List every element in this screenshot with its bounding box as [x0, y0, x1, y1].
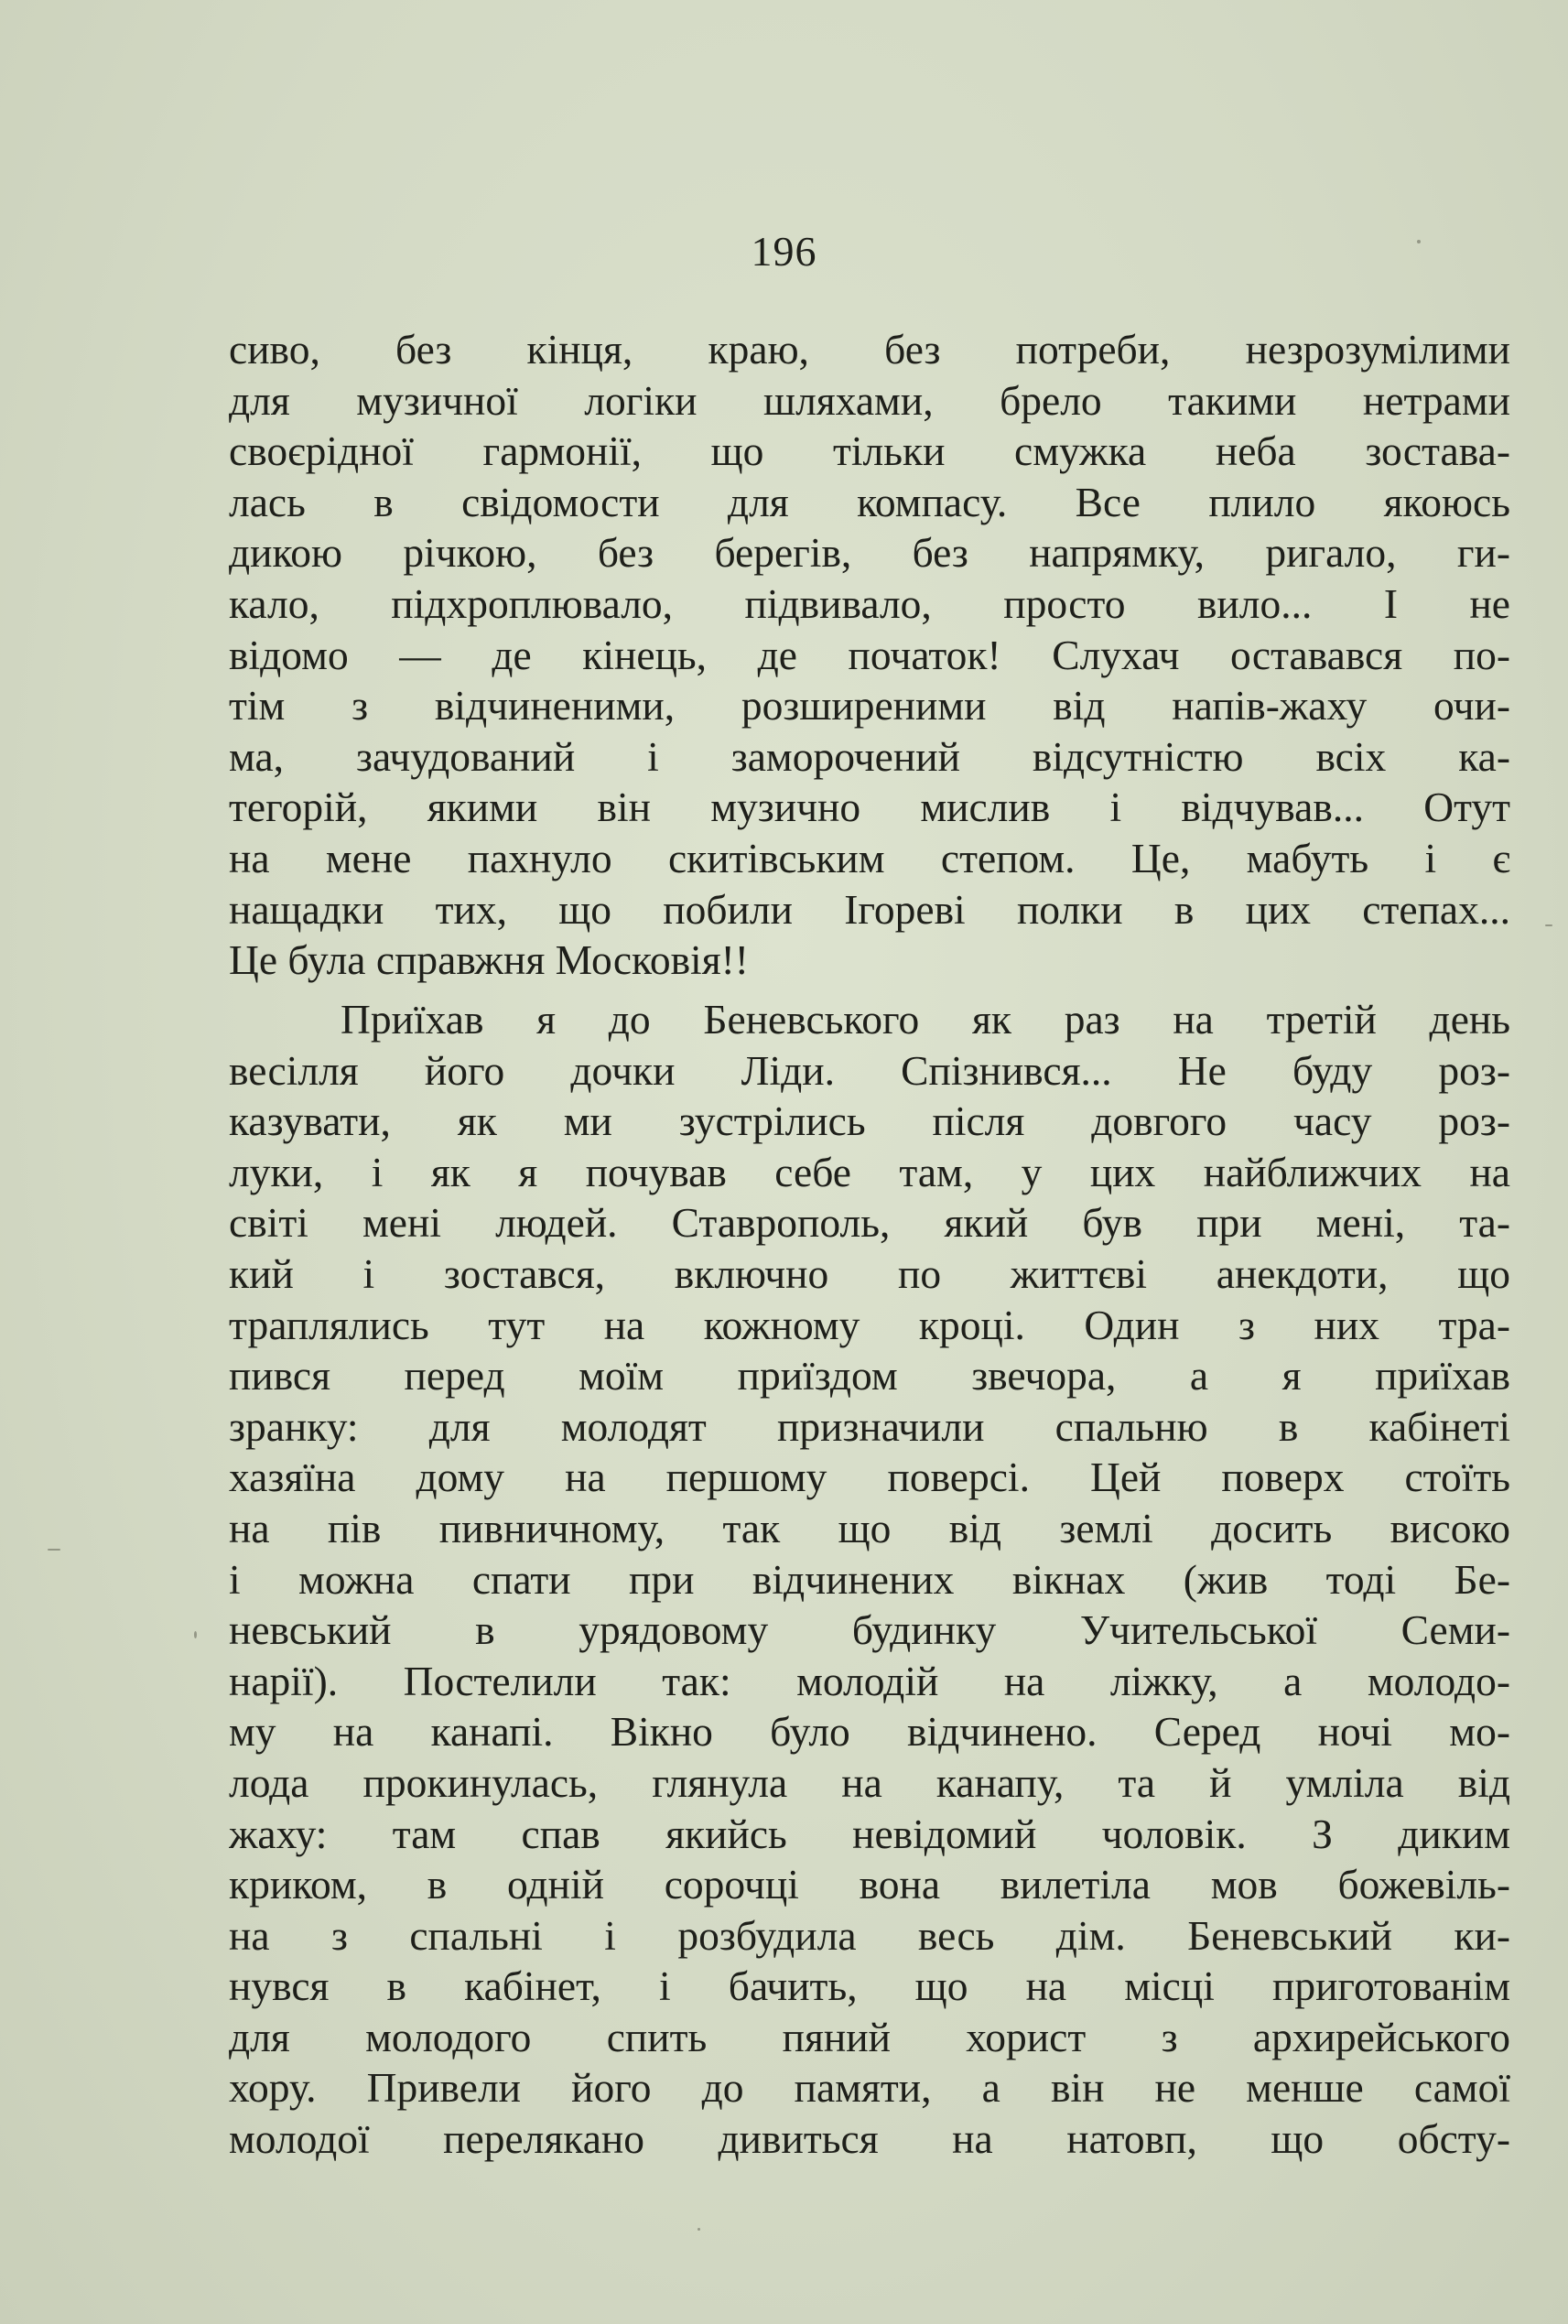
text-line: криком, в одній сорочці вона вилетіла мов божевіль- — [229, 1861, 1510, 1908]
text-line: зранку: для молодят призначили спальню в кабінеті — [229, 1402, 1510, 1450]
text-line: сиво, без кінця, краю, без потреби, незрозумілими — [229, 326, 1510, 373]
text-line: хазяїна дому на першому поверсі. Цей поверх стоїть — [229, 1454, 1510, 1501]
text-line: нувся в кабінет, і бачить, що на місці приготованім — [229, 1962, 1510, 2010]
text-line: дикою річкою, без берегів, без напрямку, ригало, ги- — [229, 529, 1510, 577]
text-line: казувати, як ми зустрілись після довгого часу роз- — [229, 1097, 1510, 1145]
paper-speck — [194, 1631, 197, 1638]
text-line: луки, і як я почував себе там, у цих найближчих на — [229, 1148, 1510, 1195]
text-line: відомо — де кінець, де початок! Слухач оставався по- — [229, 631, 1510, 678]
text-line: і можна спати при відчинених вікнах (жив тоді Бе- — [229, 1555, 1510, 1603]
text-line: весілля його дочки Ліди. Спізнився... Не буду роз- — [229, 1046, 1510, 1094]
text-line: на мене пахнуло скитівським степом. Це, мабуть і є — [229, 834, 1510, 881]
text-line: для молодого спить пяний хорист з архирейського — [229, 2013, 1510, 2060]
paragraph-2 — [229, 994, 1510, 2165]
text-line: пився перед моїм приїздом звечора, а я приїхав — [229, 1352, 1510, 1400]
text-line: траплялись тут на кожному кроці. Один з них тра- — [229, 1301, 1510, 1348]
paragraph-1 — [229, 324, 1510, 986]
text-line: молодої перелякано дивиться на натовп, що обсту- — [229, 2115, 1510, 2163]
text-line: своєрідної гармонії, що тільки смужка неба зостава- — [229, 427, 1510, 475]
text-line: для музичної логіки шляхами, брело такими нетрами — [229, 376, 1510, 424]
text-line: кало, підхроплювало, підвивало, просто вило... І не — [229, 579, 1510, 627]
text-line: жаху: там спав якийсь невідомий чоловік. З диким — [229, 1810, 1510, 1857]
text-line: хору. Привели його до памяти, а він не менше самої — [229, 2064, 1510, 2112]
text-line: му на канапі. Вікно було відчинено. Серед ночі мо- — [229, 1708, 1510, 1756]
paper-speck — [1417, 240, 1421, 243]
text-line: на пів пивничному, так що від землі досить високо — [229, 1504, 1510, 1551]
paper-speck — [1545, 924, 1552, 926]
text-line: світі мені людей. Ставрополь, який був при мені, та- — [229, 1199, 1510, 1247]
text-line: Приїхав я до Беневського як раз на третій день — [341, 996, 1510, 1043]
text-line: нащадки тих, що побили Ігореві полки в цих степах... — [229, 885, 1510, 933]
page-number: 196 — [751, 228, 817, 275]
text-line: кий і зостався, включно по життєві анекдоти, що — [229, 1249, 1510, 1297]
text-line: тегорій, якими він музично мислив і відчував... Отут — [229, 784, 1510, 831]
text-line: Це була справжня Московія!! — [229, 936, 749, 984]
text-line: невський в урядовому будинку Учительської Семи- — [229, 1606, 1510, 1654]
text-line: тім з відчиненими, розширеними від напів-жаху очи- — [229, 682, 1510, 730]
paper-speck — [697, 2228, 700, 2231]
paper-speck — [48, 1549, 60, 1551]
text-line: ма, зачудований і заморочений відсутністю всіх ка- — [229, 732, 1510, 780]
text-line: лода прокинулась, глянула на канапу, та й умліла від — [229, 1758, 1510, 1806]
text-line: нарії). Постелили так: молодій на ліжку, а молодо- — [229, 1657, 1510, 1704]
text-line: лась в свідомости для компасу. Все плило якоюсь — [229, 478, 1510, 525]
text-line: на з спальні і розбудила весь дім. Беневський ки- — [229, 1911, 1510, 1959]
